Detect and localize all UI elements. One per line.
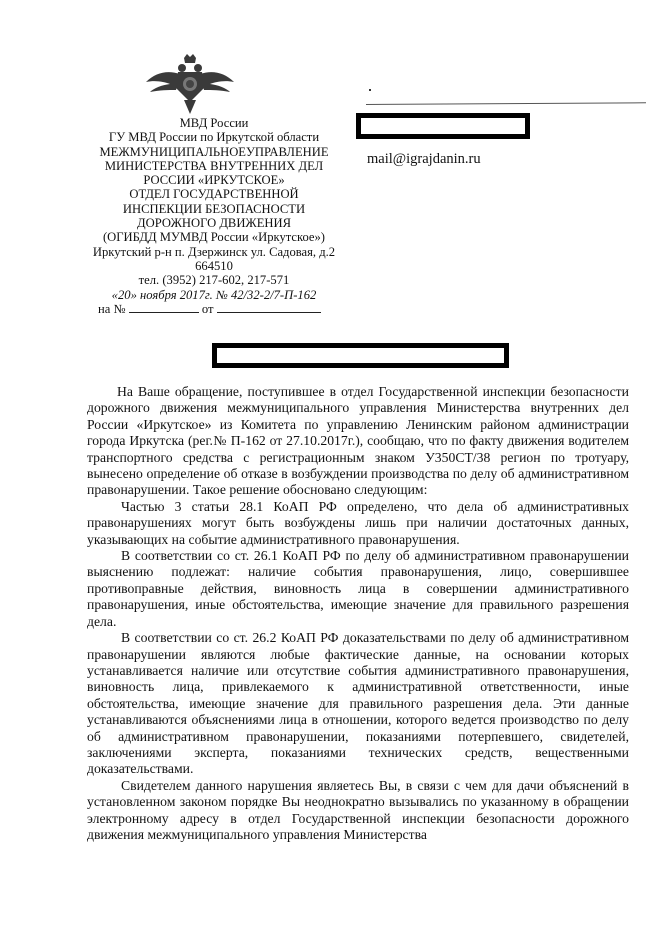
redacted-recipient-name <box>356 113 530 139</box>
ref-from: от <box>201 301 214 316</box>
letterhead-line: РОССИИ «ИРКУТСКОЕ» <box>143 173 285 188</box>
letter-body <box>87 384 629 843</box>
letterhead-line: МВД России <box>179 116 249 130</box>
letterhead-line: Иркутский р-н п. Дзержинск ул. Садовая, д.2 <box>92 244 336 259</box>
body-paragraph: На Ваше обращение, поступившее в отдел Государственной инспекции безопасности дорожного движения межмуниципального управления Министерства внутренних дел России «Иркутское» из Комитета по управлению Ленинским районом администрации города Иркутска (рег.№ П-162 от 27.10.2017г.), сообщаю, что по факту движения водителем транспортного средства с регистрационным знаком У350СТ/38 регион по тротуару, вынесено определение об отказе в возбуждении производства по делу об административном правонарушении. Такое решение обосновано следующим: <box>87 384 629 498</box>
reference-line <box>82 302 346 316</box>
scan-speck <box>369 89 371 91</box>
ref-number-blank <box>129 303 199 313</box>
body-paragraph: Частью 3 статьи 28.1 КоАП РФ определено, что дела об административных правонарушениях могут быть возбуждены лишь при наличии достаточных данных, указывающих на событие административного правонарушения. <box>87 498 629 547</box>
letterhead-line: МИНИСТЕРСТВА ВНУТРЕННИХ ДЕЛ <box>104 158 324 173</box>
letterhead-line: МЕЖМУНИЦИПАЛЬНОЕУПРАВЛЕНИЕ <box>99 144 329 159</box>
date-and-number: «20» ноября 2017г. № 42/32-2/7-П-162 <box>111 287 317 302</box>
letterhead-line: (ОГИБДД МУМВД России «Иркутское») <box>102 230 325 245</box>
redacted-salutation <box>212 343 509 368</box>
letterhead-line: 664510 <box>195 258 233 273</box>
letterhead-line: ДОРОЖНОГО ДВИЖЕНИЯ <box>137 216 291 231</box>
address-line <box>366 102 646 105</box>
ref-prefix: на № <box>98 301 126 316</box>
letterhead <box>82 116 346 316</box>
body-paragraph: Свидетелем данного нарушения являетесь Вы, в связи с чем для дачи объяснений в установленном законом порядке Вы неоднократно вызывались по указанному в обращении электронному адресу в отдел Государственной инспекции безопасности дорожного движения межмуниципального управления Министерства <box>87 777 629 842</box>
letterhead-line: тел. (3952) 217-602, 217-571 <box>138 273 290 288</box>
letterhead-line: ИНСПЕКЦИИ БЕЗОПАСНОСТИ <box>122 201 306 216</box>
recipient-email: mail@igrajdanin.ru <box>367 151 481 167</box>
body-paragraph: В соответствии со ст. 26.1 КоАП РФ по делу об административном правонарушении выяснению подлежат: наличие события правонарушения, лицо, совершившее противоправные действия, виновность лица в совершении административного правонарушения, иные обстоятельства, имеющие значение для правильного разрешения дела. <box>87 548 629 629</box>
letterhead-line: ОТДЕЛ ГОСУДАРСТВЕННОЙ <box>129 187 299 202</box>
body-paragraph: В соответствии со ст. 26.2 КоАП РФ доказательствами по делу об административном правонарушении являются любые фактические данные, на основании которых устанавливается наличие или отсутствие события административного правонарушения, виновность лица, привлекаемого к административной ответственности, иные обстоятельства, имеющие значение для правильного разрешения дела. Эти данные устанавливаются объяснениями лица в отношении, которого ведется производство по делу об административном правонарушении, показаниями потерпевшего, свидетелей, заключениями эксперта, показаниями технических средств, вещественными доказательствами. <box>87 630 629 777</box>
emblem-icon <box>140 52 240 120</box>
letterhead-line: ГУ МВД России по Иркутской области <box>108 130 320 145</box>
ref-date-blank <box>217 303 321 313</box>
